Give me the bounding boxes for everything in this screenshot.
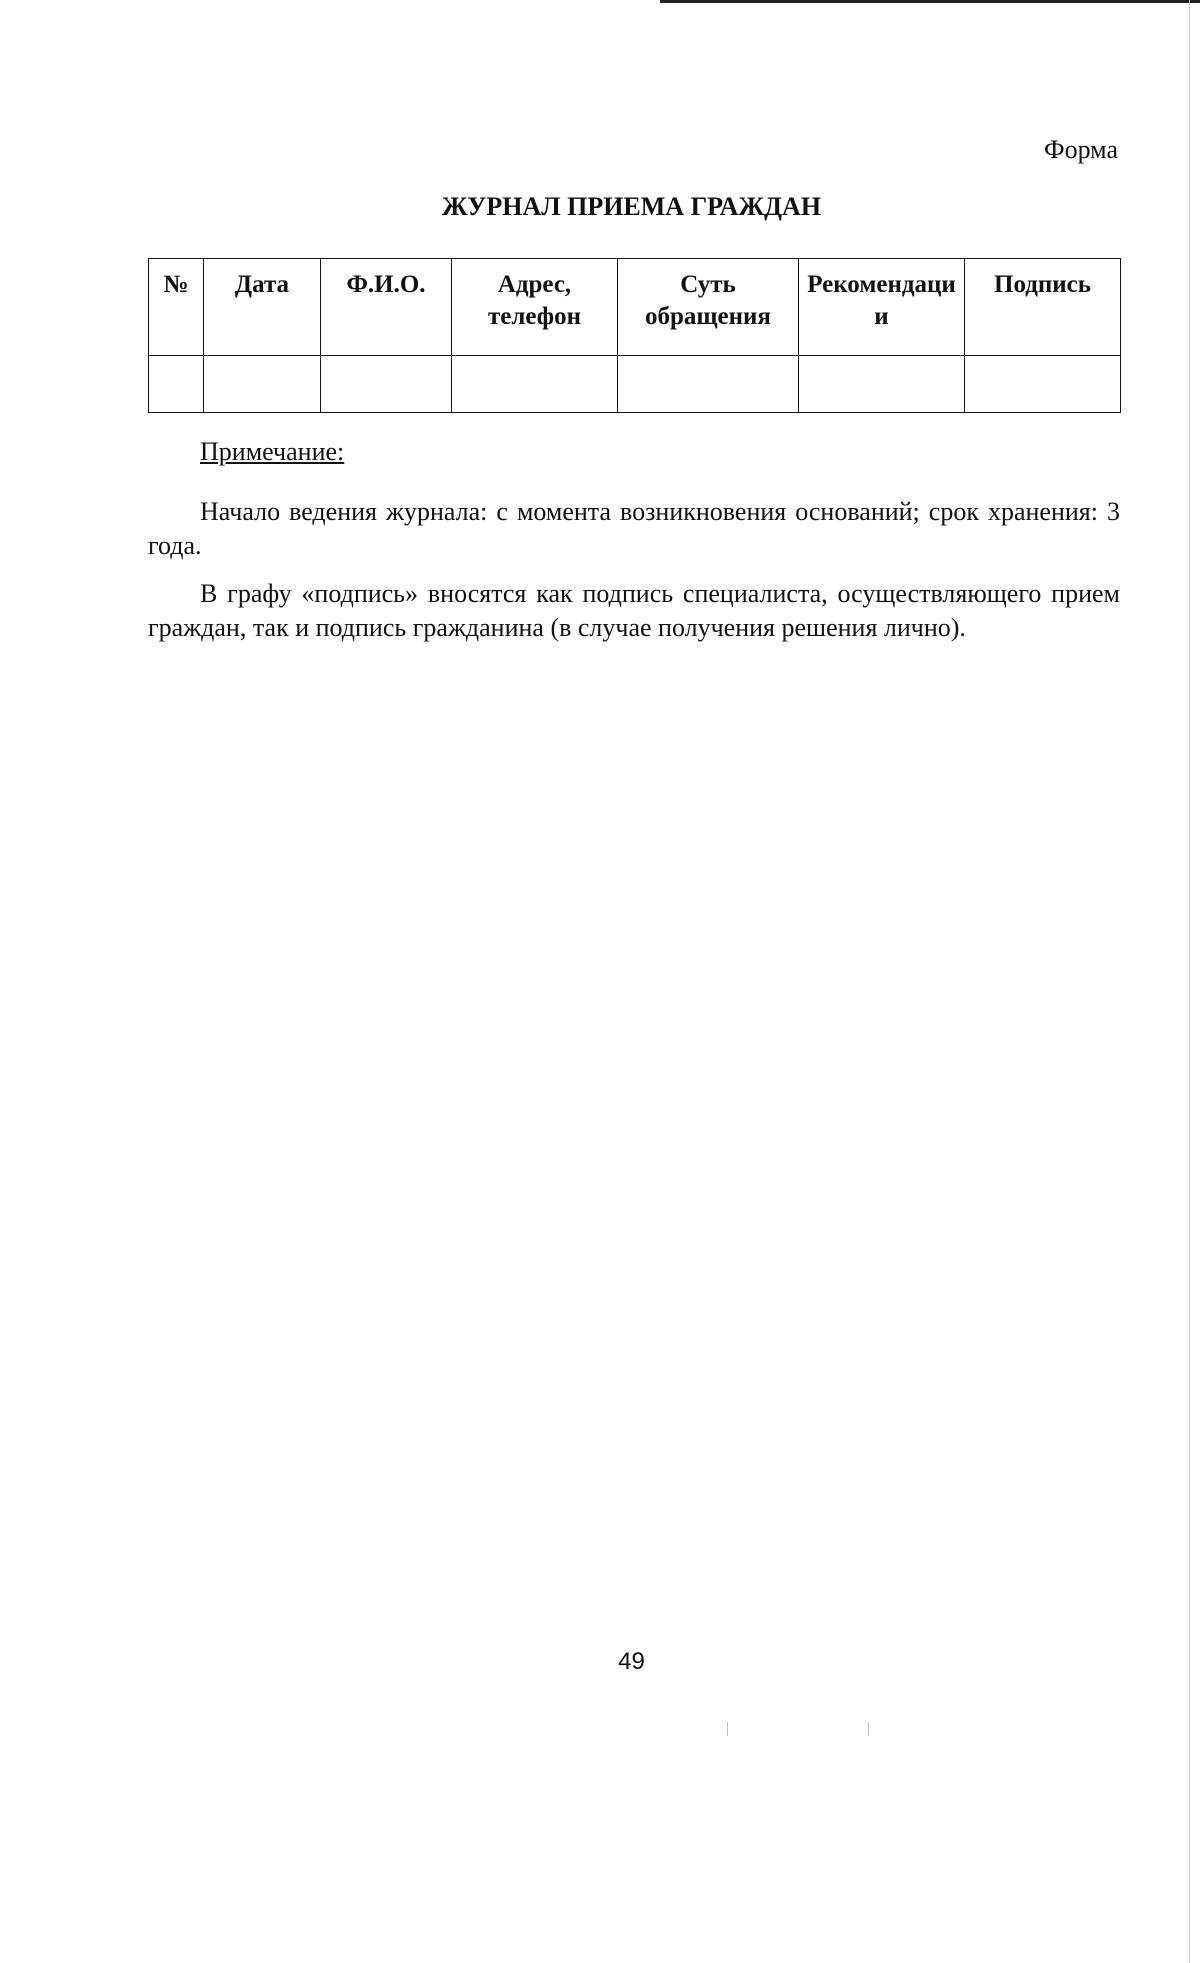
table-cell (149, 356, 204, 413)
header-address-phone: Адрес, телефон (452, 259, 618, 356)
table-row (149, 356, 1121, 413)
table-cell (799, 356, 965, 413)
table-cell (618, 356, 799, 413)
document-title: ЖУРНАЛ ПРИЕМА ГРАЖДАН (441, 192, 822, 221)
header-appeal-essence: Суть обращения (618, 259, 799, 356)
scan-artifact-tick (868, 1722, 869, 1736)
header-signature: Подпись (965, 259, 1121, 356)
header-date: Дата (204, 259, 321, 356)
journal-table (148, 258, 1121, 413)
form-label: Форма (1044, 135, 1118, 164)
note-heading: Примечание: (200, 437, 345, 466)
table-header-row (149, 259, 1121, 356)
table-cell (204, 356, 321, 413)
table-cell (965, 356, 1121, 413)
page-number: 49 (618, 1648, 645, 1675)
header-full-name: Ф.И.О. (321, 259, 452, 356)
note-paragraph-start-storage: Начало ведения журнала: с момента возникновения оснований; срок хранения: 3 года. (148, 497, 1120, 560)
scan-artifact-tick (727, 1722, 728, 1736)
note-paragraph-signature: В графу «подпись» вносятся как подпись специалиста, осуществляющего прием граждан, так и подпись гражданина (в случае получения решения лично). (148, 579, 1120, 642)
table-cell (452, 356, 618, 413)
table-cell (321, 356, 452, 413)
header-recommendations: Рекомендации (799, 259, 965, 356)
header-number: № (149, 259, 204, 356)
scan-artifact-top-line (660, 0, 1200, 3)
